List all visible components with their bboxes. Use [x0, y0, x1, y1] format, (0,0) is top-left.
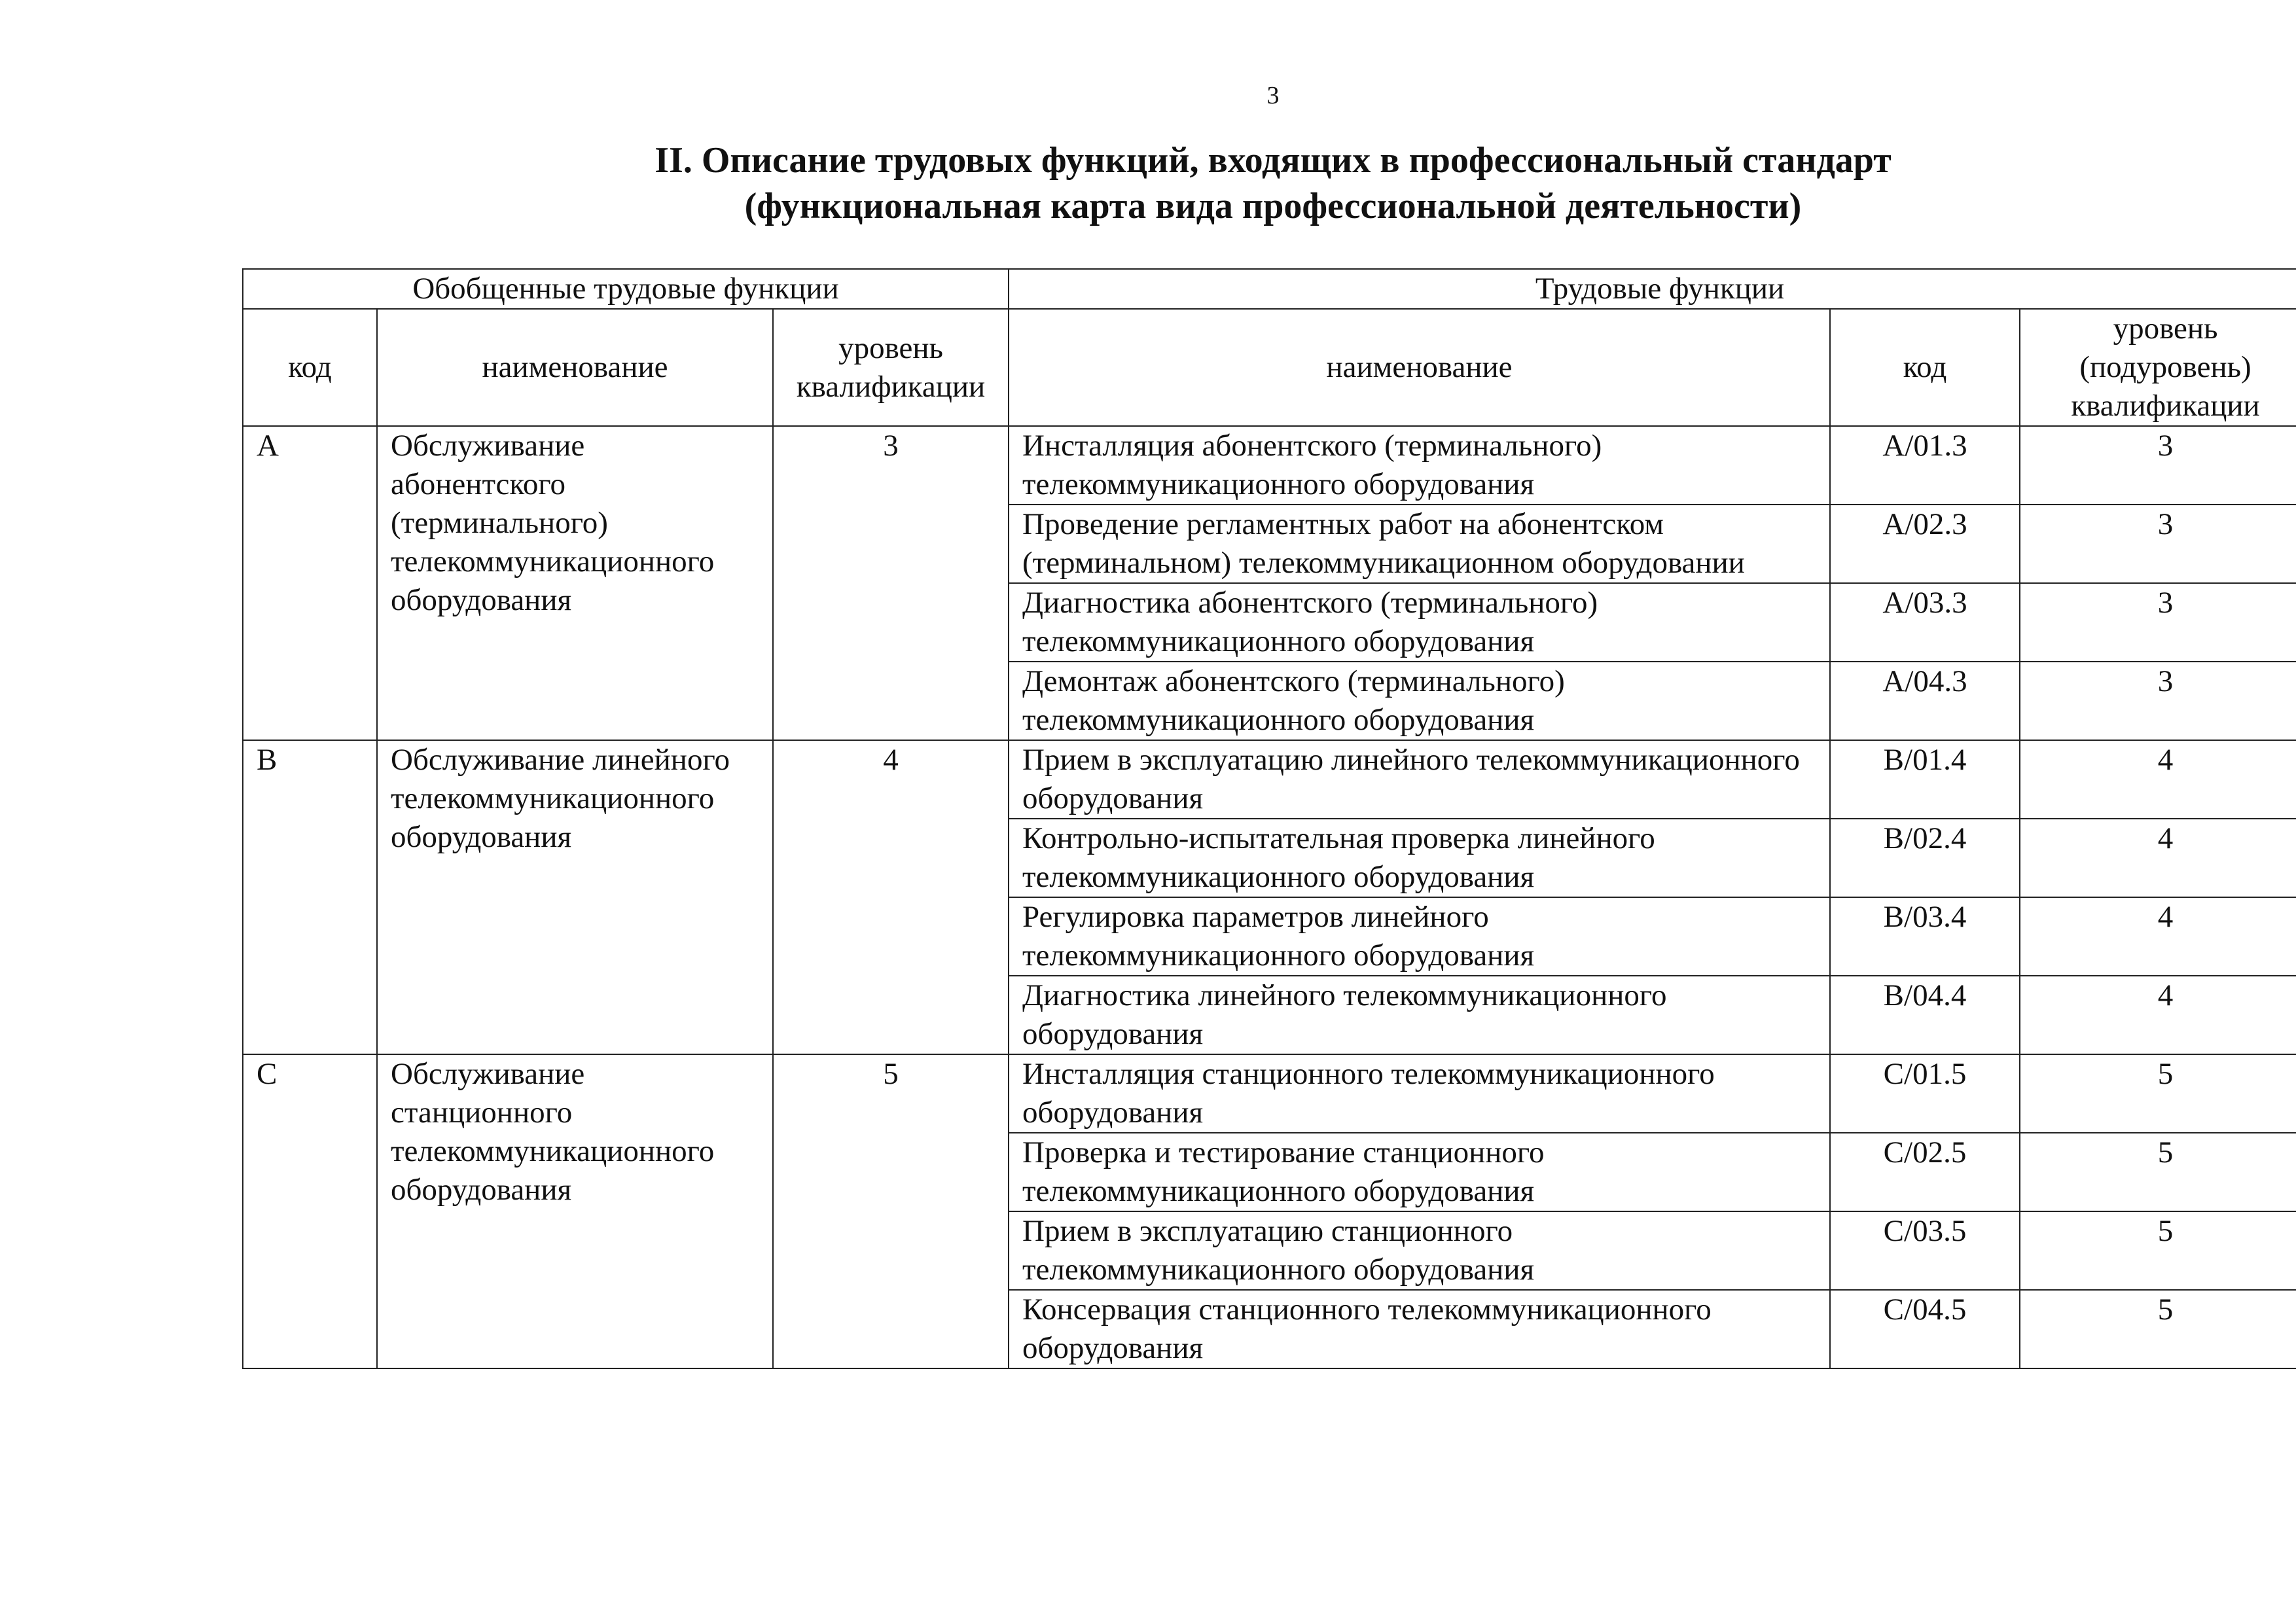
labor-functions-header: Трудовые функции: [1009, 269, 2296, 309]
labor-function-name: Консервация станционного телекоммуникационного оборудования: [1009, 1290, 1830, 1368]
labor-function-code: C/04.5: [1830, 1290, 2020, 1368]
labor-function-name: Диагностика линейного телекоммуникационного оборудования: [1009, 976, 1830, 1054]
generalized-function-code: B: [243, 740, 377, 1054]
labor-function-level: 3: [2020, 505, 2296, 583]
generalized-function-level: 4: [773, 740, 1009, 1054]
labor-function-level: 5: [2020, 1133, 2296, 1211]
labor-function-level: 4: [2020, 740, 2296, 819]
labor-function-code: B/03.4: [1830, 897, 2020, 976]
labor-function-name: Диагностика абонентского (терминального) телекоммуникационного оборудования: [1009, 583, 1830, 662]
col-header-generalized-level: уровень квалификации: [773, 309, 1009, 426]
section-title-line-1: II. Описание трудовых функций, входящих в профессиональный стандарт: [655, 140, 1892, 181]
generalized-function-name: Обслуживание станционного телекоммуникационного оборудования: [377, 1054, 773, 1368]
col-header-function-name: наименование: [1009, 309, 1830, 426]
generalized-function-level: 3: [773, 426, 1009, 740]
labor-function-name: Прием в эксплуатацию линейного телекоммуникационного оборудования: [1009, 740, 1830, 819]
col-header-function-code: код: [1830, 309, 2020, 426]
labor-function-level: 5: [2020, 1054, 2296, 1133]
column-header-row: [243, 309, 2296, 426]
generalized-functions-header: Обобщенные трудовые функции: [243, 269, 1009, 309]
table-row: [243, 740, 2296, 819]
labor-function-code: A/03.3: [1830, 583, 2020, 662]
labor-function-level: 5: [2020, 1211, 2296, 1290]
col-header-function-level: уровень (подуровень) квалификации: [2020, 309, 2296, 426]
labor-function-name: Проведение регламентных работ на абонентском (терминальном) телекоммуникационном оборудовании: [1009, 505, 1830, 583]
labor-function-name: Регулировка параметров линейного телекоммуникационного оборудования: [1009, 897, 1830, 976]
labor-function-level: 4: [2020, 897, 2296, 976]
group-header-row: [243, 269, 2296, 309]
generalized-function-code: A: [243, 426, 377, 740]
labor-function-code: A/02.3: [1830, 505, 2020, 583]
labor-function-name: Демонтаж абонентского (терминального) телекоммуникационного оборудования: [1009, 662, 1830, 740]
labor-function-level: 3: [2020, 583, 2296, 662]
col-header-generalized-code: код: [243, 309, 377, 426]
generalized-function-level: 5: [773, 1054, 1009, 1368]
table-row: [243, 426, 2296, 505]
col-header-generalized-name: наименование: [377, 309, 773, 426]
labor-function-level: 3: [2020, 426, 2296, 505]
labor-function-level: 4: [2020, 819, 2296, 897]
labor-function-name: Инсталляция станционного телекоммуникационного оборудования: [1009, 1054, 1830, 1133]
labor-function-code: A/01.3: [1830, 426, 2020, 505]
generalized-function-code: C: [243, 1054, 377, 1368]
labor-function-code: C/03.5: [1830, 1211, 2020, 1290]
generalized-function-name: Обслуживание линейного телекоммуникационного оборудования: [377, 740, 773, 1054]
labor-function-name: Инсталляция абонентского (терминального) телекоммуникационного оборудования: [1009, 426, 1830, 505]
generalized-function-name: Обслуживание абонентского (терминального) телекоммуникационного оборудования: [377, 426, 773, 740]
labor-function-code: C/01.5: [1830, 1054, 2020, 1133]
labor-function-code: A/04.3: [1830, 662, 2020, 740]
section-title: [0, 137, 2296, 229]
labor-function-code: B/02.4: [1830, 819, 2020, 897]
labor-function-level: 4: [2020, 976, 2296, 1054]
page-number: 3: [1266, 82, 1280, 109]
section-title-line-2: (функциональная карта вида профессиональной деятельности): [744, 186, 1802, 226]
labor-function-name: Проверка и тестирование станционного телекоммуникационного оборудования: [1009, 1133, 1830, 1211]
labor-function-code: B/04.4: [1830, 976, 2020, 1054]
functional-map-table: [242, 268, 2296, 1369]
labor-function-code: B/01.4: [1830, 740, 2020, 819]
labor-function-level: 3: [2020, 662, 2296, 740]
table-row: [243, 1054, 2296, 1133]
labor-function-level: 5: [2020, 1290, 2296, 1368]
labor-function-name: Контрольно-испытательная проверка линейного телекоммуникационного оборудования: [1009, 819, 1830, 897]
labor-function-name: Прием в эксплуатацию станционного телекоммуникационного оборудования: [1009, 1211, 1830, 1290]
labor-function-code: C/02.5: [1830, 1133, 2020, 1211]
